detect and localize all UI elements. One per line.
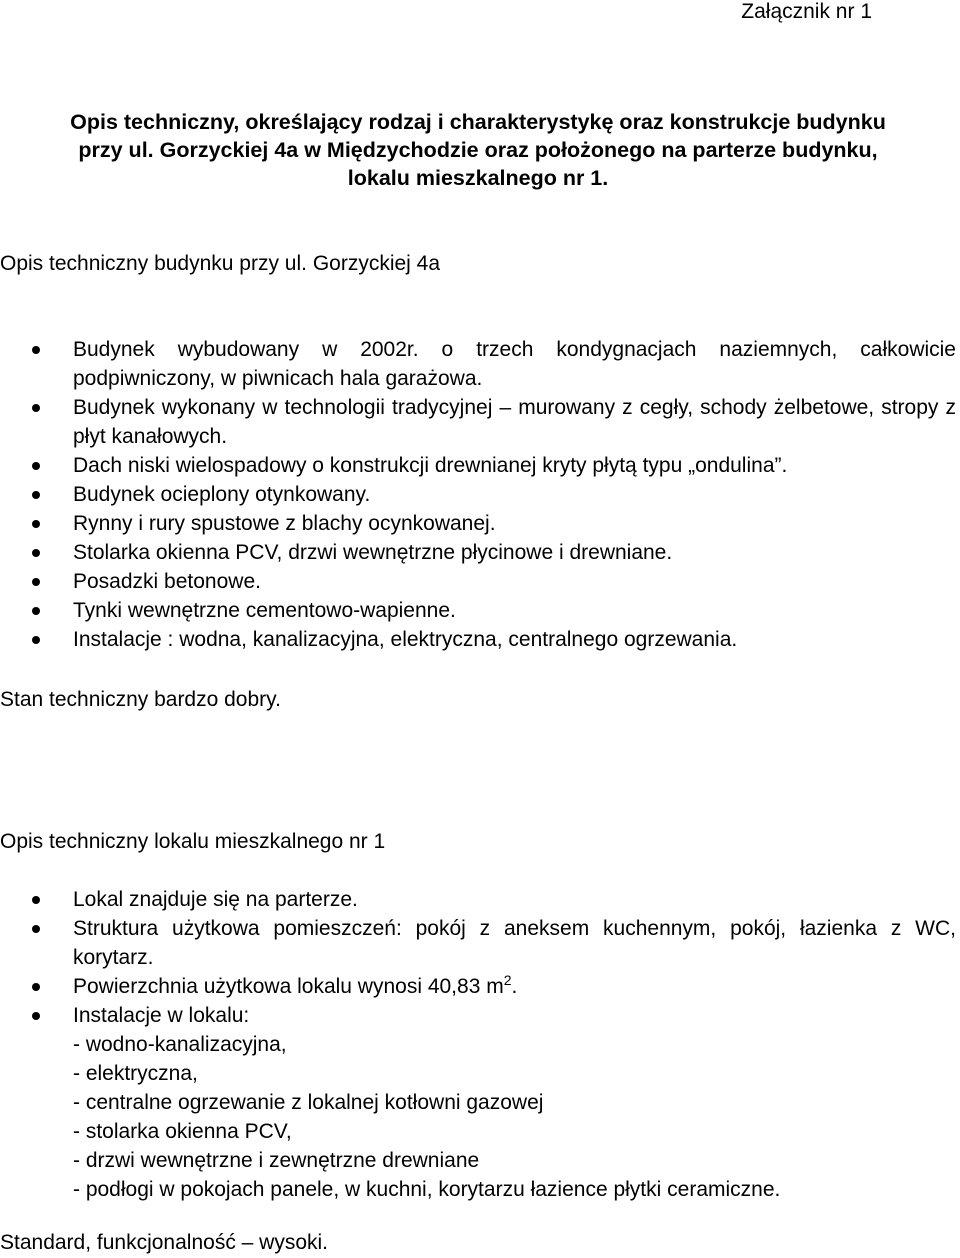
list-item: Budynek wykonany w technologii tradycyjnej – murowany z cegły, schody żelbetowe, stropy z płyt kanałowych. [0,393,960,451]
standard-text: Standard, funkcjonalność – wysoki. [0,1231,329,1254]
sub-list-item: - centralne ogrzewanie z lokalnej kotłowni gazowej [73,1091,544,1114]
sub-list-item: - stolarka okienna PCV, [73,1120,292,1143]
bullet-icon [32,462,40,470]
list-item: Tynki wewnętrzne cementowo-wapienne. [0,596,960,625]
building-features-list [0,335,960,654]
installations-sublist [73,1030,956,1204]
title-line-2: przy ul. Gorzyckiej 4a w Międzychodzie oraz położonego na parterze budynku, [78,138,878,162]
bullet-icon [32,896,40,904]
sub-list-item: - drzwi wewnętrzne i zewnętrzne drewniane [73,1149,480,1172]
bullet-icon [32,578,40,586]
sub-list-item: - wodno-kanalizacyjna, [73,1033,287,1056]
unit-section-heading: Opis techniczny lokalu mieszkalnego nr 1 [0,830,386,853]
list-item: Instalacje : wodna, kanalizacyjna, elektryczna, centralnego ogrzewania. [0,625,960,654]
bullet-icon [32,549,40,557]
area-unit-superscript: 2 [503,972,512,988]
sub-list-item: - elektryczna, [73,1062,198,1085]
list-item: Rynny i rury spustowe z blachy ocynkowanej. [0,509,960,538]
bullet-icon [32,1012,40,1020]
list-item: Budynek ocieplony otynkowany. [0,480,960,509]
bullet-icon [32,925,40,933]
bullet-icon [32,491,40,499]
bullet-icon [32,346,40,354]
unit-features-list [0,885,960,1204]
document-title [8,108,948,192]
list-item: Instalacje w lokalu: - wodno-kanalizacyjna, - elektryczna, - centralne ogrzewanie z lokalnej kotłowni gazowej - stolarka okienna PCV, - drzwi wewnętrzne i zewnętrzne drewniane - podłogi w pokojach panele, w kuchni, korytarzu łazience płytki ceramiczne. [0,1001,960,1204]
annex-label: Załącznik nr 1 [741,0,872,23]
list-item: Dach niski wielospadowy o konstrukcji drewnianej kryty płytą typu „ondulina”. [0,451,960,480]
sub-list-item: - podłogi w pokojach panele, w kuchni, korytarzu łazience płytki ceramiczne. [73,1178,781,1201]
bullet-icon [32,636,40,644]
list-item: Struktura użytkowa pomieszczeń: pokój z aneksem kuchennym, pokój, łazienka z WC, korytarz. [0,914,960,972]
bullet-icon [32,404,40,412]
bullet-icon [32,520,40,528]
title-line-3: lokalu mieszkalnego nr 1. [347,166,609,190]
building-section-heading: Opis techniczny budynku przy ul. Gorzyckiej 4a [0,252,441,275]
list-item: Budynek wybudowany w 2002r. o trzech kondygnacjach naziemnych, całkowicie podpiwniczony, w piwnicach hala garażowa. [0,335,960,393]
list-item: Powierzchnia użytkowa lokalu wynosi 40,83 $m^2$. [0,972,960,1001]
list-item: Stolarka okienna PCV, drzwi wewnętrzne płycinowe i drewniane. [0,538,960,567]
list-item: Posadzki betonowe. [0,567,960,596]
title-line-1: Opis techniczny, określający rodzaj i charakterystykę oraz konstrukcje budynku [70,110,886,134]
list-item: Lokal znajduje się na parterze. [0,885,960,914]
bullet-icon [32,983,40,991]
building-condition-text: Stan techniczny bardzo dobry. [0,688,281,711]
bullet-icon [32,607,40,615]
